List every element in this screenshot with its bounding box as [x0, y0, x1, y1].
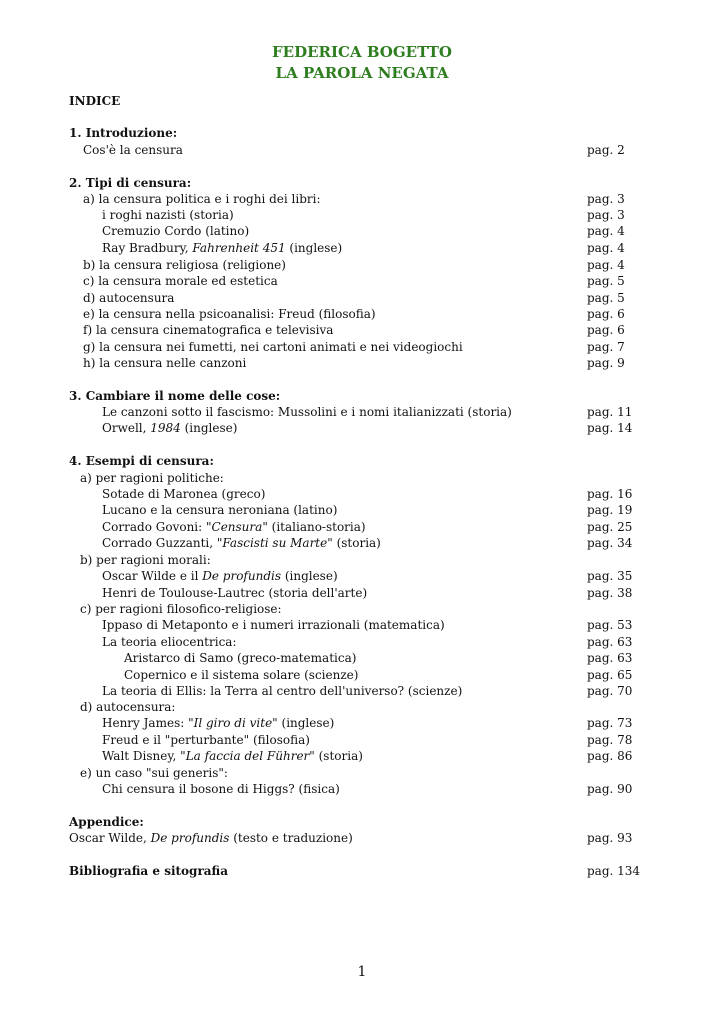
toc-entry-page: pag. 35: [587, 569, 633, 583]
toc-entry-page: pag. 63: [587, 651, 633, 665]
toc-entry: [0, 732, 724, 748]
toc-entry-label: f) la censura cinematografica e televisiva: [83, 323, 334, 337]
toc-entry: [0, 420, 724, 436]
toc-entry-label: Corrado Govoni: "Censura" (italiano-storia): [102, 520, 366, 534]
toc-entry-label: Aristarco di Samo (greco-matematica): [124, 651, 357, 665]
section-heading-3: 3. Cambiare il nome delle cose:: [69, 389, 281, 403]
book-title-italic: De profundis: [150, 831, 230, 845]
toc-entry: [0, 273, 724, 289]
toc-entry: [0, 650, 724, 666]
toc-entry: [0, 585, 724, 601]
toc-entry-page: pag. 6: [587, 323, 625, 337]
toc-entry-label: h) la censura nelle canzoni: [83, 356, 247, 370]
toc-entry-label: Le canzoni sotto il fascismo: Mussolini e i nomi italianizzati (storia): [102, 405, 512, 419]
document-title: LA PAROLA NEGATA: [275, 64, 449, 82]
toc-entry-label: e) un caso "sui generis":: [80, 766, 228, 780]
toc-entry: [0, 830, 724, 846]
toc-entry-page: pag. 3: [587, 208, 625, 222]
toc-entry-page: pag. 65: [587, 668, 633, 682]
toc-entry-label: b) per ragioni morali:: [80, 553, 211, 567]
toc-entry-label: Oscar Wilde e il De profundis (inglese): [102, 569, 338, 583]
toc-entry: [0, 142, 724, 158]
toc-entry-page: pag. 4: [587, 224, 625, 238]
author-name: FEDERICA BOGETTO: [272, 43, 452, 61]
toc-entry-page: pag. 4: [587, 241, 625, 255]
toc-entry-label: d) autocensura: [83, 291, 175, 305]
toc-entry-page: pag. 16: [587, 487, 633, 501]
toc-entry-page: pag. 134: [587, 864, 641, 878]
toc-entry-label: Henri de Toulouse-Lautrec (storia dell'arte): [102, 586, 368, 600]
toc-entry-label: e) la censura nella psicoanalisi: Freud (filosofia): [83, 307, 376, 321]
toc-entry-page: pag. 86: [587, 749, 633, 763]
toc-entry-label: d) autocensura:: [80, 700, 176, 714]
toc-entry-page: pag. 34: [587, 536, 633, 550]
toc-entry-label: Freud e il "perturbante" (filosofia): [102, 733, 310, 747]
toc-entry-label: c) per ragioni filosofico-religiose:: [80, 602, 282, 616]
film-title-italic: La faccia del Führer: [185, 749, 310, 763]
toc-entry-page: pag. 7: [587, 340, 625, 354]
toc-entry-label: Ippaso di Metaponto e i numeri irrazionali (matematica): [102, 618, 445, 632]
toc-entry-page: pag. 19: [587, 503, 633, 517]
toc-entry-page: pag. 70: [587, 684, 633, 698]
toc-entry: [0, 240, 724, 256]
toc-entry-label: Cos'è la censura: [83, 143, 183, 157]
toc-entry: [0, 683, 724, 699]
section-heading-2: 2. Tipi di censura:: [69, 176, 192, 190]
toc-subheading: [0, 470, 724, 486]
toc-entry-label: Chi censura il bosone di Higgs? (fisica): [102, 782, 340, 796]
bibliography-heading: Bibliografia e sitografia: [69, 864, 229, 878]
toc-entry: [0, 339, 724, 355]
toc-entry: [0, 322, 724, 338]
toc-entry: [0, 404, 724, 420]
toc-entry-label: La teoria eliocentrica:: [102, 635, 237, 649]
toc-entry: [0, 781, 724, 797]
toc-entry-page: pag. 78: [587, 733, 633, 747]
section-heading-1: 1. Introduzione:: [69, 126, 178, 140]
toc-entry-label: Orwell, 1984 (inglese): [102, 421, 238, 435]
index-heading: INDICE: [69, 94, 121, 108]
toc-entry-label: Oscar Wilde, De profundis (testo e traduzione): [69, 831, 353, 845]
page-number: 1: [357, 964, 367, 980]
toc-entry-label: i roghi nazisti (storia): [102, 208, 234, 222]
toc-entry-page: pag. 38: [587, 586, 633, 600]
toc-entry-label: La teoria di Ellis: la Terra al centro dell'universo? (scienze): [102, 684, 463, 698]
toc-entry: [0, 535, 724, 551]
toc-entry-page: pag. 14: [587, 421, 633, 435]
toc-entry: [0, 191, 724, 207]
toc-entry-label: Walt Disney, "La faccia del Führer" (storia): [102, 749, 363, 763]
film-title-italic: Fascisti su Marte: [222, 536, 328, 550]
toc-entry-label: Lucano e la censura neroniana (latino): [102, 503, 338, 517]
book-title-italic: Fahrenheit 451: [192, 241, 286, 255]
toc-entry-label: a) la censura politica e i roghi dei libri:: [83, 192, 321, 206]
toc-entry-label: Copernico e il sistema solare (scienze): [124, 668, 359, 682]
book-title-italic: 1984: [150, 421, 181, 435]
toc-entry: [0, 486, 724, 502]
toc-entry-page: pag. 11: [587, 405, 633, 419]
toc-entry-label: Cremuzio Cordo (latino): [102, 224, 250, 238]
toc-entry: [0, 617, 724, 633]
toc-entry-label: Henry James: "Il giro di vite" (inglese): [102, 716, 335, 730]
toc-entry-label: Corrado Guzzanti, "Fascisti su Marte" (storia): [102, 536, 381, 550]
toc-entry-page: pag. 5: [587, 274, 625, 288]
poem-title-italic: Censura: [211, 520, 263, 534]
toc-entry-page: pag. 63: [587, 635, 633, 649]
book-title-italic: Il giro di vite: [193, 716, 273, 730]
toc-entry-label: b) la censura religiosa (religione): [83, 258, 286, 272]
toc-subheading: [0, 699, 724, 715]
toc-entry: [0, 207, 724, 223]
toc-entry: [0, 355, 724, 371]
toc-subheading: [0, 765, 724, 781]
toc-entry-page: pag. 53: [587, 618, 633, 632]
toc-entry-page: pag. 90: [587, 782, 633, 796]
toc-entry-label: Ray Bradbury, Fahrenheit 451 (inglese): [102, 241, 343, 255]
toc-entry-label: g) la censura nei fumetti, nei cartoni animati e nei videogiochi: [83, 340, 463, 354]
book-title-italic: De profundis: [202, 569, 281, 583]
toc-entry: [0, 568, 724, 584]
toc-entry-label: Sotade di Maronea (greco): [102, 487, 266, 501]
toc-entry: [0, 257, 724, 273]
toc-entry-page: pag. 4: [587, 258, 625, 272]
toc-subheading: [0, 601, 724, 617]
toc-entry-page: pag. 2: [587, 143, 625, 157]
toc-entry-page: pag. 3: [587, 192, 625, 206]
toc-entry: [0, 502, 724, 518]
toc-entry-page: pag. 73: [587, 716, 633, 730]
toc-entry-page: pag. 6: [587, 307, 625, 321]
toc-entry-page: pag. 93: [587, 831, 633, 845]
appendix-heading: Appendice:: [69, 815, 144, 829]
toc-entry-page: pag. 25: [587, 520, 633, 534]
toc-entry: [0, 634, 724, 650]
toc-entry: [0, 748, 724, 764]
toc-entry: [0, 715, 724, 731]
toc-entry: [0, 290, 724, 306]
toc-entry: [0, 306, 724, 322]
toc-entry: [0, 863, 724, 879]
toc-entry-label: a) per ragioni politiche:: [80, 471, 224, 485]
toc-entry: [0, 667, 724, 683]
toc-entry-page: pag. 5: [587, 291, 625, 305]
toc-subheading: [0, 552, 724, 568]
toc-entry-label: c) la censura morale ed estetica: [83, 274, 278, 288]
toc-entry: [0, 519, 724, 535]
section-heading-4: 4. Esempi di censura:: [69, 454, 214, 468]
toc-entry: [0, 223, 724, 239]
toc-entry-page: pag. 9: [587, 356, 625, 370]
